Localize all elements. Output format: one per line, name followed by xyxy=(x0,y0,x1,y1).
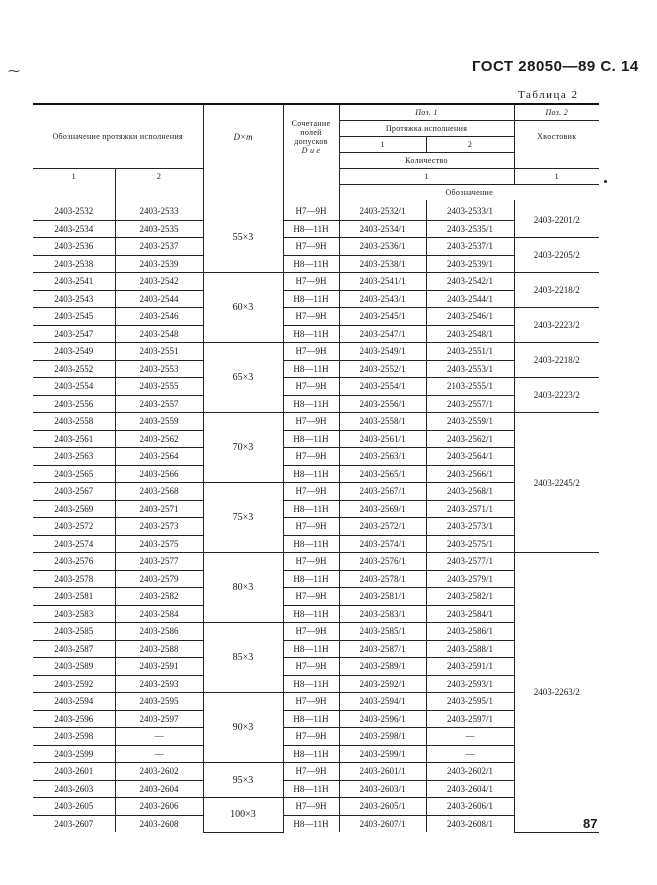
header-blank-c1 xyxy=(33,185,115,201)
header-quantity-spacer xyxy=(514,153,599,169)
broach-exec2: 2403-2597/1 xyxy=(426,710,514,728)
scan-mark: ⁓ xyxy=(8,64,20,78)
designation-exec1: 2403-2592 xyxy=(33,675,115,693)
designation-exec1: 2403-2534 xyxy=(33,220,115,238)
broach-exec2: 2403-2539/1 xyxy=(426,255,514,273)
designation-exec2: 2403-2571 xyxy=(115,500,203,518)
fit-tolerance: H8—11H xyxy=(283,570,339,588)
designation-exec2: 2403-2553 xyxy=(115,360,203,378)
designation-exec2: 2403-2606 xyxy=(115,798,203,816)
broach-exec1: 2403-2607/1 xyxy=(339,815,426,832)
designation-exec1: 2403-2594 xyxy=(33,693,115,711)
fit-tolerance: H7—9H xyxy=(283,728,339,746)
broach-exec1: 2403-2578/1 xyxy=(339,570,426,588)
broach-exec1: 2403-2592/1 xyxy=(339,675,426,693)
designation-exec1: 2403-2536 xyxy=(33,238,115,256)
fit-tolerance: H8—11H xyxy=(283,430,339,448)
designation-exec1: 2403-2578 xyxy=(33,570,115,588)
broach-exec1: 2403-2599/1 xyxy=(339,745,426,763)
broach-exec1: 2403-2532/1 xyxy=(339,200,426,220)
broach-exec2: 2403-2551/1 xyxy=(426,343,514,361)
broach-exec2: 2403-2553/1 xyxy=(426,360,514,378)
page-number: 87 xyxy=(583,816,598,831)
table-row xyxy=(33,343,599,361)
designation-exec2: 2403-2579 xyxy=(115,570,203,588)
designation-exec1: 2403-2549 xyxy=(33,343,115,361)
header-blank-c4 xyxy=(283,185,339,201)
table-row xyxy=(33,308,599,326)
designation-exec1: 2403-2567 xyxy=(33,483,115,501)
header-exec-2: 2 xyxy=(426,137,514,153)
broach-exec2: 2403-2606/1 xyxy=(426,798,514,816)
header-shank: Хвостовик xyxy=(514,121,599,153)
broach-exec2: 2403-2564/1 xyxy=(426,448,514,466)
header-num-1: 1 xyxy=(33,169,115,185)
broach-exec2: 2403-2573/1 xyxy=(426,518,514,536)
fit-tolerance: H7—9H xyxy=(283,273,339,291)
header-pos1: Поз. 1 xyxy=(339,104,514,121)
broach-exec2: 2403-2579/1 xyxy=(426,570,514,588)
broach-exec2: 2403-2566/1 xyxy=(426,465,514,483)
broach-exec2: 2403-2544/1 xyxy=(426,290,514,308)
scan-dot xyxy=(604,180,607,183)
broach-exec1: 2403-2558/1 xyxy=(339,413,426,431)
fit-tolerance: H8—11H xyxy=(283,500,339,518)
designation-exec2: 2403-2575 xyxy=(115,535,203,553)
designation-exec1: 2403-2565 xyxy=(33,465,115,483)
header-fit-sub: D и е xyxy=(301,145,321,155)
header-broach-exec: Протяжка исполнения xyxy=(339,121,514,137)
broach-exec1: 2403-2585/1 xyxy=(339,623,426,641)
designation-exec2: 2403-2533 xyxy=(115,200,203,220)
broach-exec1: 2403-2556/1 xyxy=(339,395,426,413)
header-designation: Обозначение протяжки исполнения xyxy=(33,104,203,169)
fit-tolerance: H8—11H xyxy=(283,535,339,553)
broach-exec1: 2403-2563/1 xyxy=(339,448,426,466)
designation-exec1: 2403-2563 xyxy=(33,448,115,466)
broach-exec1: 2403-2534/1 xyxy=(339,220,426,238)
designation-exec1: 2403-2538 xyxy=(33,255,115,273)
designation-exec2: 2403-2602 xyxy=(115,763,203,781)
designation-exec2: — xyxy=(115,745,203,763)
designation-exec1: 2403-2601 xyxy=(33,763,115,781)
broach-exec1: 2403-2583/1 xyxy=(339,605,426,623)
broach-exec1: 2403-2581/1 xyxy=(339,588,426,606)
header-qty-2: 1 xyxy=(514,169,599,185)
header-fit-title: Сочетание полей допусков xyxy=(291,118,331,146)
fit-tolerance: H7—9H xyxy=(283,200,339,220)
document-header: ГОСТ 28050—89 С. 14 xyxy=(472,58,639,75)
dxm-value: 60×3 xyxy=(203,273,283,343)
fit-tolerance: H7—9H xyxy=(283,238,339,256)
broach-exec2: 2403-2591/1 xyxy=(426,658,514,676)
broach-exec2: 2403-2602/1 xyxy=(426,763,514,781)
broach-exec1: 2403-2601/1 xyxy=(339,763,426,781)
fit-tolerance: H8—11H xyxy=(283,745,339,763)
broach-exec2: 2403-2586/1 xyxy=(426,623,514,641)
broach-exec2: 2403-2548/1 xyxy=(426,325,514,343)
broach-exec1: 2403-2576/1 xyxy=(339,553,426,571)
fit-tolerance: H7—9H xyxy=(283,378,339,396)
fit-tolerance: H8—11H xyxy=(283,255,339,273)
designation-exec2: 2403-2593 xyxy=(115,675,203,693)
broach-exec1: 2403-2598/1 xyxy=(339,728,426,746)
broach-exec2: 2403-2542/1 xyxy=(426,273,514,291)
fit-tolerance: H8—11H xyxy=(283,395,339,413)
header-qty-1: 1 xyxy=(339,169,514,185)
designation-exec2: 2403-2582 xyxy=(115,588,203,606)
broach-exec1: 2403-2552/1 xyxy=(339,360,426,378)
designation-exec1: 2403-2554 xyxy=(33,378,115,396)
designation-exec1: 2403-2572 xyxy=(33,518,115,536)
fit-tolerance: H7—9H xyxy=(283,518,339,536)
broach-exec2: 2403-2595/1 xyxy=(426,693,514,711)
shank-value: 2403-2263/2 xyxy=(514,553,599,833)
designation-exec1: 2403-2598 xyxy=(33,728,115,746)
header-dxm: D×m xyxy=(203,104,283,169)
fit-tolerance: H8—11H xyxy=(283,640,339,658)
broach-exec1: 2403-2565/1 xyxy=(339,465,426,483)
header-pos2: Поз. 2 xyxy=(514,104,599,121)
designation-exec2: 2403-2557 xyxy=(115,395,203,413)
designation-exec2: 2403-2539 xyxy=(115,255,203,273)
broach-exec2: 2403-2571/1 xyxy=(426,500,514,518)
designation-exec1: 2403-2596 xyxy=(33,710,115,728)
designation-exec1: 2403-2552 xyxy=(33,360,115,378)
header-blank-fit xyxy=(283,169,339,185)
broach-exec2: 2403-2557/1 xyxy=(426,395,514,413)
shank-value: 2403-2223/2 xyxy=(514,378,599,413)
designation-exec1: 2403-2583 xyxy=(33,605,115,623)
broach-exec1: 2403-2543/1 xyxy=(339,290,426,308)
broach-exec2: 2403-2546/1 xyxy=(426,308,514,326)
table-row xyxy=(33,553,599,571)
broach-exec1: 2403-2549/1 xyxy=(339,343,426,361)
designation-exec1: 2403-2543 xyxy=(33,290,115,308)
broach-exec1: 2403-2596/1 xyxy=(339,710,426,728)
designation-exec2: 2403-2562 xyxy=(115,430,203,448)
fit-tolerance: H7—9H xyxy=(283,588,339,606)
broach-exec2: 2103-2555/1 xyxy=(426,378,514,396)
header-designation-2: Обозначение xyxy=(339,185,599,201)
header-blank-c3 xyxy=(203,185,283,201)
broach-exec2: 2403-2584/1 xyxy=(426,605,514,623)
broach-exec2: 2403-2575/1 xyxy=(426,535,514,553)
broach-exec1: 2403-2536/1 xyxy=(339,238,426,256)
header-num-2: 2 xyxy=(115,169,203,185)
dxm-value: 95×3 xyxy=(203,763,283,798)
broach-exec2: — xyxy=(426,745,514,763)
broach-exec1: 2403-2594/1 xyxy=(339,693,426,711)
broach-exec1: 2403-2545/1 xyxy=(339,308,426,326)
dxm-value: 75×3 xyxy=(203,483,283,553)
shank-value: 2403-2218/2 xyxy=(514,343,599,378)
broach-exec1: 2403-2569/1 xyxy=(339,500,426,518)
header-exec-1: 1 xyxy=(339,137,426,153)
designation-exec1: 2403-2581 xyxy=(33,588,115,606)
broach-exec2: 2403-2593/1 xyxy=(426,675,514,693)
header-blank-c2 xyxy=(115,185,203,201)
broach-exec1: 2403-2572/1 xyxy=(339,518,426,536)
fit-tolerance: H8—11H xyxy=(283,710,339,728)
designation-exec1: 2403-2569 xyxy=(33,500,115,518)
broach-exec2: 2403-2588/1 xyxy=(426,640,514,658)
shank-value: 2403-2205/2 xyxy=(514,238,599,273)
shank-value: 2403-2245/2 xyxy=(514,413,599,553)
designation-exec1: 2403-2545 xyxy=(33,308,115,326)
designation-exec2: 2403-2597 xyxy=(115,710,203,728)
designation-exec2: 2403-2573 xyxy=(115,518,203,536)
shank-value: 2403-2201/2 xyxy=(514,200,599,238)
broach-exec1: 2403-2538/1 xyxy=(339,255,426,273)
shank-value: 2403-2218/2 xyxy=(514,273,599,308)
header-quantity: Количество xyxy=(339,153,514,169)
designation-exec2: 2403-2546 xyxy=(115,308,203,326)
broach-exec2: 2403-2577/1 xyxy=(426,553,514,571)
fit-tolerance: H8—11H xyxy=(283,605,339,623)
fit-tolerance: H8—11H xyxy=(283,325,339,343)
dxm-value: 65×3 xyxy=(203,343,283,413)
designation-exec2: 2403-2555 xyxy=(115,378,203,396)
designation-exec2: 2403-2559 xyxy=(115,413,203,431)
broach-exec2: 2403-2568/1 xyxy=(426,483,514,501)
designation-exec1: 2403-2603 xyxy=(33,780,115,798)
broach-exec1: 2403-2561/1 xyxy=(339,430,426,448)
broach-exec1: 2403-2567/1 xyxy=(339,483,426,501)
broach-exec2: 2403-2608/1 xyxy=(426,815,514,832)
dxm-value: 100×3 xyxy=(203,798,283,833)
dxm-value: 55×3 xyxy=(203,200,283,273)
designation-exec1: 2403-2585 xyxy=(33,623,115,641)
designation-exec2: 2403-2535 xyxy=(115,220,203,238)
designation-exec2: 2403-2551 xyxy=(115,343,203,361)
broach-exec1: 2403-2603/1 xyxy=(339,780,426,798)
table-row xyxy=(33,413,599,431)
designation-exec2: 2403-2577 xyxy=(115,553,203,571)
designation-exec1: 2403-2576 xyxy=(33,553,115,571)
fit-tolerance: H7—9H xyxy=(283,553,339,571)
fit-tolerance: H8—11H xyxy=(283,675,339,693)
shank-value: 2403-2223/2 xyxy=(514,308,599,343)
designation-exec1: 2403-2558 xyxy=(33,413,115,431)
broach-exec1: 2403-2605/1 xyxy=(339,798,426,816)
dxm-value: 70×3 xyxy=(203,413,283,483)
designation-exec1: 2403-2607 xyxy=(54,818,94,829)
table-row xyxy=(33,238,599,256)
designation-exec2: 2403-2542 xyxy=(115,273,203,291)
designation-exec2: 2403-2544 xyxy=(115,290,203,308)
fit-tolerance: H7—9H xyxy=(283,798,339,816)
designation-exec1: 2403-2556 xyxy=(33,395,115,413)
designation-exec2: 2403-2566 xyxy=(115,465,203,483)
broach-exec2: 2403-2537/1 xyxy=(426,238,514,256)
designation-exec1: 2403-2574 xyxy=(33,535,115,553)
fit-tolerance: H7—9H xyxy=(283,343,339,361)
designation-exec2: 2403-2548 xyxy=(115,325,203,343)
designation-exec1: 2403-2605 xyxy=(33,798,115,816)
broach-exec1: 2403-2589/1 xyxy=(339,658,426,676)
designation-exec2: 2403-2564 xyxy=(115,448,203,466)
broach-exec2: 2403-2535/1 xyxy=(426,220,514,238)
designation-exec2: 2403-2604 xyxy=(115,780,203,798)
fit-tolerance: H7—9H xyxy=(283,308,339,326)
fit-tolerance: H8—11H xyxy=(283,290,339,308)
fit-tolerance: H7—9H xyxy=(283,658,339,676)
broach-exec1: 2403-2554/1 xyxy=(339,378,426,396)
fit-tolerance: H8—11H xyxy=(293,818,329,829)
broach-exec2: 2403-2582/1 xyxy=(426,588,514,606)
header-blank-dxm xyxy=(203,169,283,185)
broach-exec2: 2403-2604/1 xyxy=(426,780,514,798)
table-name: Таблица 2 xyxy=(518,89,579,101)
fit-tolerance: H7—9H xyxy=(283,483,339,501)
fit-tolerance: H7—9H xyxy=(283,448,339,466)
designation-exec2: 2403-2588 xyxy=(115,640,203,658)
designation-exec2: 2403-2584 xyxy=(115,605,203,623)
parts-table xyxy=(33,103,599,833)
designation-exec1: 2403-2589 xyxy=(33,658,115,676)
fit-tolerance: H7—9H xyxy=(283,623,339,641)
designation-exec1: 2403-2561 xyxy=(33,430,115,448)
dxm-value: 80×3 xyxy=(203,553,283,623)
fit-tolerance: H8—11H xyxy=(283,220,339,238)
designation-exec2: 2403-2586 xyxy=(115,623,203,641)
designation-exec1: 2403-2587 xyxy=(33,640,115,658)
broach-exec1: 2403-2547/1 xyxy=(339,325,426,343)
designation-exec1: 2403-2532 xyxy=(33,200,115,220)
broach-exec1: 2403-2587/1 xyxy=(339,640,426,658)
broach-exec2: 2403-2533/1 xyxy=(426,200,514,220)
designation-exec1: 2403-2599 xyxy=(33,745,115,763)
designation-exec2: 2403-2537 xyxy=(115,238,203,256)
designation-exec1: 2403-2541 xyxy=(33,273,115,291)
fit-tolerance: H8—11H xyxy=(283,465,339,483)
designation-exec2: 2403-2568 xyxy=(115,483,203,501)
dxm-value: 85×3 xyxy=(203,623,283,693)
designation-exec2: 2403-2595 xyxy=(115,693,203,711)
designation-exec2: — xyxy=(115,728,203,746)
broach-exec2: 2403-2562/1 xyxy=(426,430,514,448)
fit-tolerance: H8—11H xyxy=(283,780,339,798)
broach-exec2: — xyxy=(426,728,514,746)
designation-exec1: 2403-2547 xyxy=(33,325,115,343)
table-row xyxy=(33,200,599,220)
fit-tolerance: H7—9H xyxy=(283,693,339,711)
dxm-value: 90×3 xyxy=(203,693,283,763)
designation-exec2: 2403-2591 xyxy=(115,658,203,676)
designation-exec2: 2403-2608 xyxy=(115,815,203,832)
broach-exec1: 2403-2541/1 xyxy=(339,273,426,291)
header-fit xyxy=(283,104,339,169)
fit-tolerance: H7—9H xyxy=(283,763,339,781)
table-row xyxy=(33,378,599,396)
fit-tolerance: H7—9H xyxy=(283,413,339,431)
broach-exec2: 2403-2559/1 xyxy=(426,413,514,431)
broach-exec1: 2403-2574/1 xyxy=(339,535,426,553)
fit-tolerance: H8—11H xyxy=(283,360,339,378)
table-row xyxy=(33,273,599,291)
